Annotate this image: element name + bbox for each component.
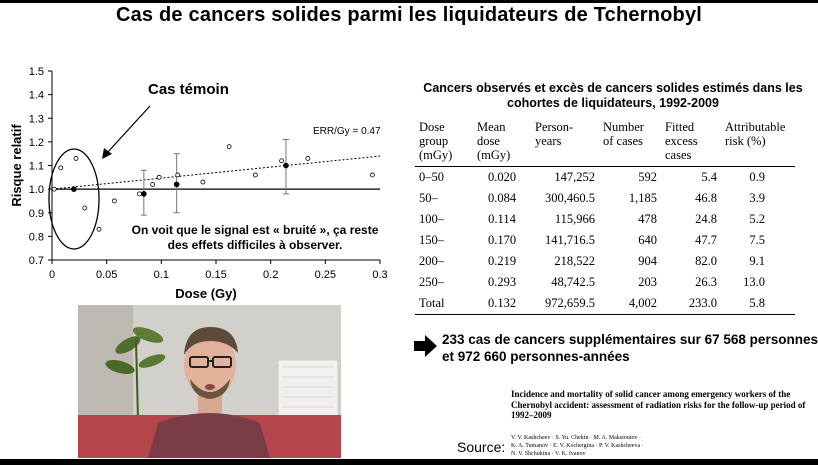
table-cell: 50– <box>419 191 438 205</box>
table-cell: 218,522 <box>554 254 595 268</box>
presenter-image <box>78 305 341 458</box>
open-data-point <box>280 159 284 163</box>
table-cell: 24.8 <box>695 212 717 226</box>
header-text: group <box>419 134 449 148</box>
table-cell: 478 <box>638 212 657 226</box>
top-border <box>0 0 818 3</box>
header-text: Attributable <box>725 120 786 134</box>
table-cell: 82.0 <box>695 254 717 268</box>
table-row <box>415 293 795 315</box>
y-tick-label: 0.9 <box>28 207 44 220</box>
x-tick-label: 0.25 <box>314 269 337 281</box>
table-cell: 147,252 <box>554 170 595 184</box>
table-cell: 141,716.5 <box>545 233 595 247</box>
table-cell: 100– <box>419 212 444 226</box>
table-cell: 233.0 <box>661 293 721 315</box>
x-tick-label: 0.05 <box>95 269 118 281</box>
table-cell: 972,659.5 <box>531 293 599 315</box>
table-cell: 46.8 <box>695 191 717 205</box>
table-cell: 200– <box>419 254 444 268</box>
open-data-point <box>112 199 116 203</box>
table-cell: 0.170 <box>487 233 517 247</box>
control-group-callout: Cas témoin <box>148 81 229 98</box>
open-data-point <box>52 187 56 191</box>
table-header-row <box>415 118 795 167</box>
callout-arrow-line <box>106 106 150 154</box>
table-cell: 26.3 <box>695 275 717 289</box>
table-row <box>415 188 795 209</box>
open-data-point <box>176 173 180 177</box>
x-tick-label: 0.3 <box>372 269 388 281</box>
y-tick-label: 1.3 <box>28 113 44 126</box>
table-cell: 300,460.5 <box>545 191 595 205</box>
open-data-point <box>157 175 161 179</box>
authors-line-3: N. V. Shchukina · V. K. Ivanov <box>511 451 586 457</box>
header-attributable-risk <box>721 118 795 167</box>
table-row <box>415 230 795 251</box>
filled-data-point <box>71 186 77 192</box>
table-cell: 0.219 <box>487 254 517 268</box>
x-tick-label: 0.2 <box>263 269 279 281</box>
table-cell: 592 <box>638 170 657 184</box>
table-cell: 9.1 <box>749 254 765 268</box>
source-label: Source: <box>457 439 506 455</box>
presenter-video <box>78 305 341 458</box>
table-row <box>415 251 795 272</box>
table-cell: 4,002 <box>599 293 661 315</box>
open-data-point <box>201 180 205 184</box>
header-text: excess <box>665 134 698 148</box>
open-data-point <box>137 192 141 196</box>
header-text: dose <box>477 134 500 148</box>
table-row <box>415 167 795 189</box>
table-cell: 0.293 <box>487 275 517 289</box>
page-title: Cas de cancers solides parmi les liquidateurs de Tchernobyl <box>115 4 703 26</box>
table-cell: 1,185 <box>628 191 657 205</box>
open-data-point <box>370 173 374 177</box>
header-text: cases <box>665 148 692 162</box>
noise-note: On voit que le signal est « bruité », ça reste des effets difficiles à observer. <box>131 223 379 252</box>
header-mean-dose <box>473 118 531 167</box>
y-tick-label: 1.0 <box>28 184 44 197</box>
header-text: (mGy) <box>477 148 511 162</box>
header-text: Dose <box>419 120 445 134</box>
y-tick-label: 0.7 <box>28 255 44 267</box>
open-data-point <box>97 227 101 231</box>
summary-text: 233 cas de cancers supplémentaires sur 67 568 personnes et 972 660 personnes-années <box>442 332 818 364</box>
x-tick-label: 0.1 <box>153 269 169 281</box>
table-cell: 5.8 <box>721 293 795 315</box>
open-data-point <box>151 182 155 186</box>
y-tick-label: 1.2 <box>28 136 44 149</box>
table-cell: 3.9 <box>749 191 765 205</box>
header-dose-group <box>415 118 473 167</box>
table-cell: 0.132 <box>473 293 531 315</box>
table-cell: 5.4 <box>701 170 717 184</box>
table-cell: 0.114 <box>488 212 516 226</box>
open-data-point <box>59 166 63 170</box>
paper-title: Incidence and mortality of solid cancer among emergency workers of the Chernobyl accident: assessment of radiation risks for the follow-up period of 1992–2009 <box>511 389 806 420</box>
table-row <box>415 272 795 293</box>
table-cell: 115,966 <box>554 212 595 226</box>
table-cell: 203 <box>638 275 657 289</box>
fit-line <box>52 156 380 189</box>
header-text: of cases <box>603 134 643 148</box>
err-annotation: ERR/Gy = 0.47 <box>313 126 381 137</box>
header-text: Fitted <box>665 120 695 134</box>
open-data-point <box>227 145 231 149</box>
table-cell: 7.5 <box>749 233 765 247</box>
table-cell: 150– <box>419 233 444 247</box>
header-text: risk (%) <box>725 134 766 148</box>
filled-data-point <box>283 163 289 169</box>
y-tick-label: 1.1 <box>28 160 44 173</box>
table-cell: Total <box>415 293 473 315</box>
y-tick-label: 0.8 <box>28 231 44 244</box>
header-text: Person- <box>535 120 574 134</box>
table-cell: 904 <box>638 254 657 268</box>
authors-line-1: V. V. Kashcheev · S. Yu. Chekin · M. A. Maksioutov · <box>511 435 641 441</box>
authors-line-2: K. A. Tumanov · E. V. Kochergina · P. V. Kashcheeva · <box>511 443 644 449</box>
header-fitted-excess-cases <box>661 118 721 167</box>
table-cell: 48,742.5 <box>551 275 595 289</box>
cancer-cases-table <box>415 118 795 315</box>
y-axis-label: Risque relatif <box>9 124 24 207</box>
x-axis-label: Dose (Gy) <box>175 286 237 301</box>
header-person-years <box>531 118 599 167</box>
table-title: Cancers observés et excès de cancers solides estimés dans les cohortes de liquidateurs, 1992-2009 <box>423 81 803 110</box>
x-tick-label: 0 <box>48 269 56 281</box>
table-cell: 250– <box>419 275 444 289</box>
table-cell: 13.0 <box>743 275 765 289</box>
table-cell: 5.2 <box>749 212 765 226</box>
table-row <box>415 209 795 230</box>
table-cell: 0–50 <box>419 170 444 184</box>
table-cell: 0.9 <box>749 170 765 184</box>
header-text: Number <box>603 120 644 134</box>
x-tick-label: 0.15 <box>205 269 227 281</box>
control-group-ellipse <box>49 149 99 249</box>
y-tick-label: 1.4 <box>28 89 44 102</box>
open-data-point <box>253 173 257 177</box>
header-text: Mean <box>477 120 506 134</box>
header-text: years <box>535 134 562 148</box>
bottom-border <box>0 459 818 465</box>
table-cell: 640 <box>638 233 657 247</box>
header-number-of-cases <box>599 118 661 167</box>
paper-authors <box>511 434 811 458</box>
filled-data-point <box>174 182 180 188</box>
open-data-point <box>306 156 310 160</box>
filled-data-point <box>141 191 147 197</box>
open-data-point <box>74 156 78 160</box>
y-tick-label: 1.5 <box>28 66 44 78</box>
arrow-right-icon <box>414 334 438 358</box>
header-text: (mGy) <box>419 148 453 162</box>
table-cell: 0.020 <box>487 170 517 184</box>
table-cell: 0.084 <box>487 191 517 205</box>
table-cell: 47.7 <box>695 233 717 247</box>
open-data-point <box>83 206 87 210</box>
